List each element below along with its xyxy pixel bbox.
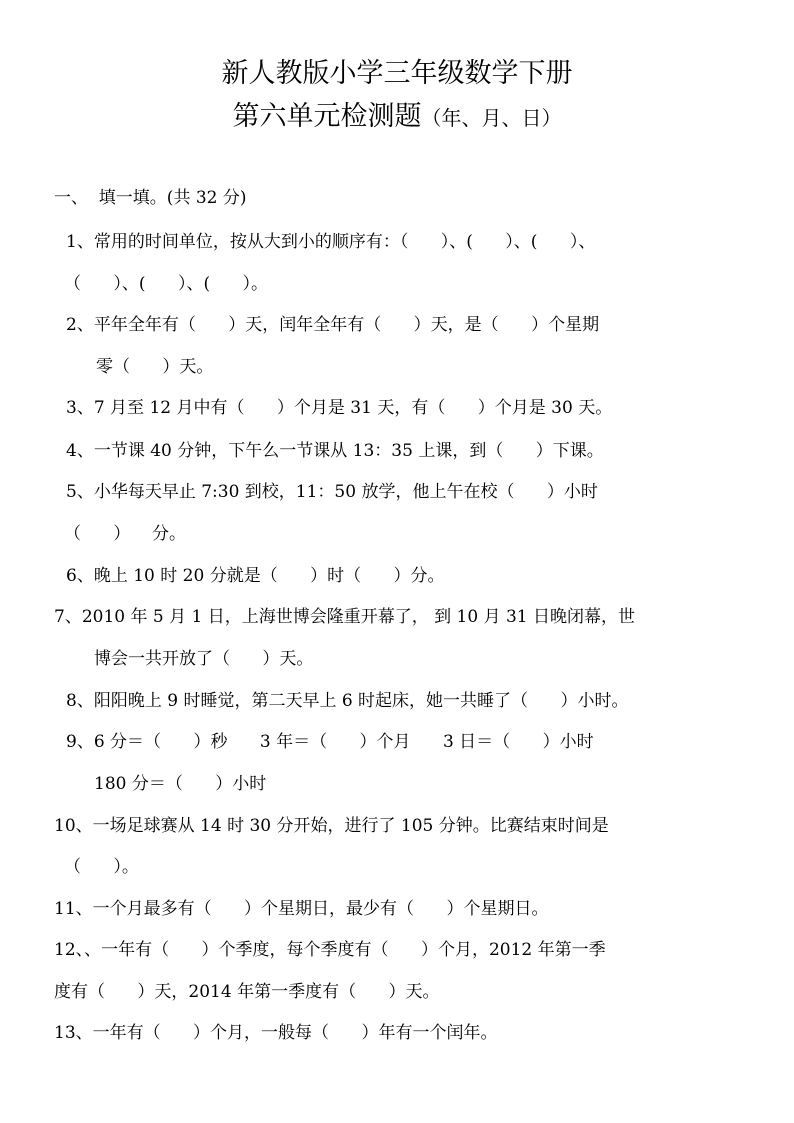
question-line: 2、平年全年有（ ）天，闰年全年有（ ）天，是（ ）个星期 [66,315,600,335]
document-subtitle [0,100,794,135]
question-line: （ ） 分。 [64,524,187,544]
question-line: （ ）。 [64,857,139,877]
question-line: 10、一场足球赛从 14 时 30 分开始，进行了 105 分钟。比赛结束时间是 [54,816,609,836]
document-title: 新人教版小学三年级数学下册 [221,58,573,89]
question-line: 9、6 分＝（ ）秒 3 年＝（ ）个月 3 日＝（ ）小时 [66,732,594,752]
subtitle-paren: （年、月、日） [421,106,562,130]
question-line: 零（ ）天。 [96,357,214,377]
section-heading: 一、 填一填。(共 32 分) [54,188,247,208]
question-line: 11、一个月最多有（ ）个星期日，最少有（ ）个星期日。 [54,899,549,919]
question-line: 1、常用的时间单位，按从大到小的顺序有：（ ）、( ）、( ）、 [66,232,596,252]
question-line: 7、2010 年 5 月 1 日，上海世博会隆重开幕了， 到 10 月 31 日晚闭幕，世 [54,607,636,627]
question-line: 3、7 月至 12 月中有（ ）个月是 31 天，有（ ）个月是 30 天。 [66,398,613,418]
question-line: 博会一共开放了（ ）天。 [94,649,314,669]
question-line: 6、晚上 10 时 20 分就是（ ）时（ ）分。 [66,566,445,586]
question-line: 12、、一年有（ ）个季度，每个季度有（ ）个月，2012 年第一季 [54,940,606,960]
subtitle-main: 第六单元检测题 [232,101,422,132]
question-line: （ ）、( ）、( ）。 [64,274,269,294]
question-line: 13、一年有（ ）个月，一般每（ ）年有一个闰年。 [54,1023,498,1043]
question-line: 180 分＝（ ）小时 [94,774,267,794]
question-line: 4、一节课 40 分钟，下午么一节课从 13：35 上课，到（ ）下课。 [66,441,604,461]
question-line: 8、阳阳晚上 9 时睡觉，第二天早上 6 时起床，她一共睡了（ ）小时。 [66,691,629,711]
question-line: 度有（ ）天，2014 年第一季度有（ ）天。 [54,982,440,1002]
question-line: 5、小华每天早止 7:30 到校，11：50 放学，他上午在校（ ）小时 [66,482,598,502]
